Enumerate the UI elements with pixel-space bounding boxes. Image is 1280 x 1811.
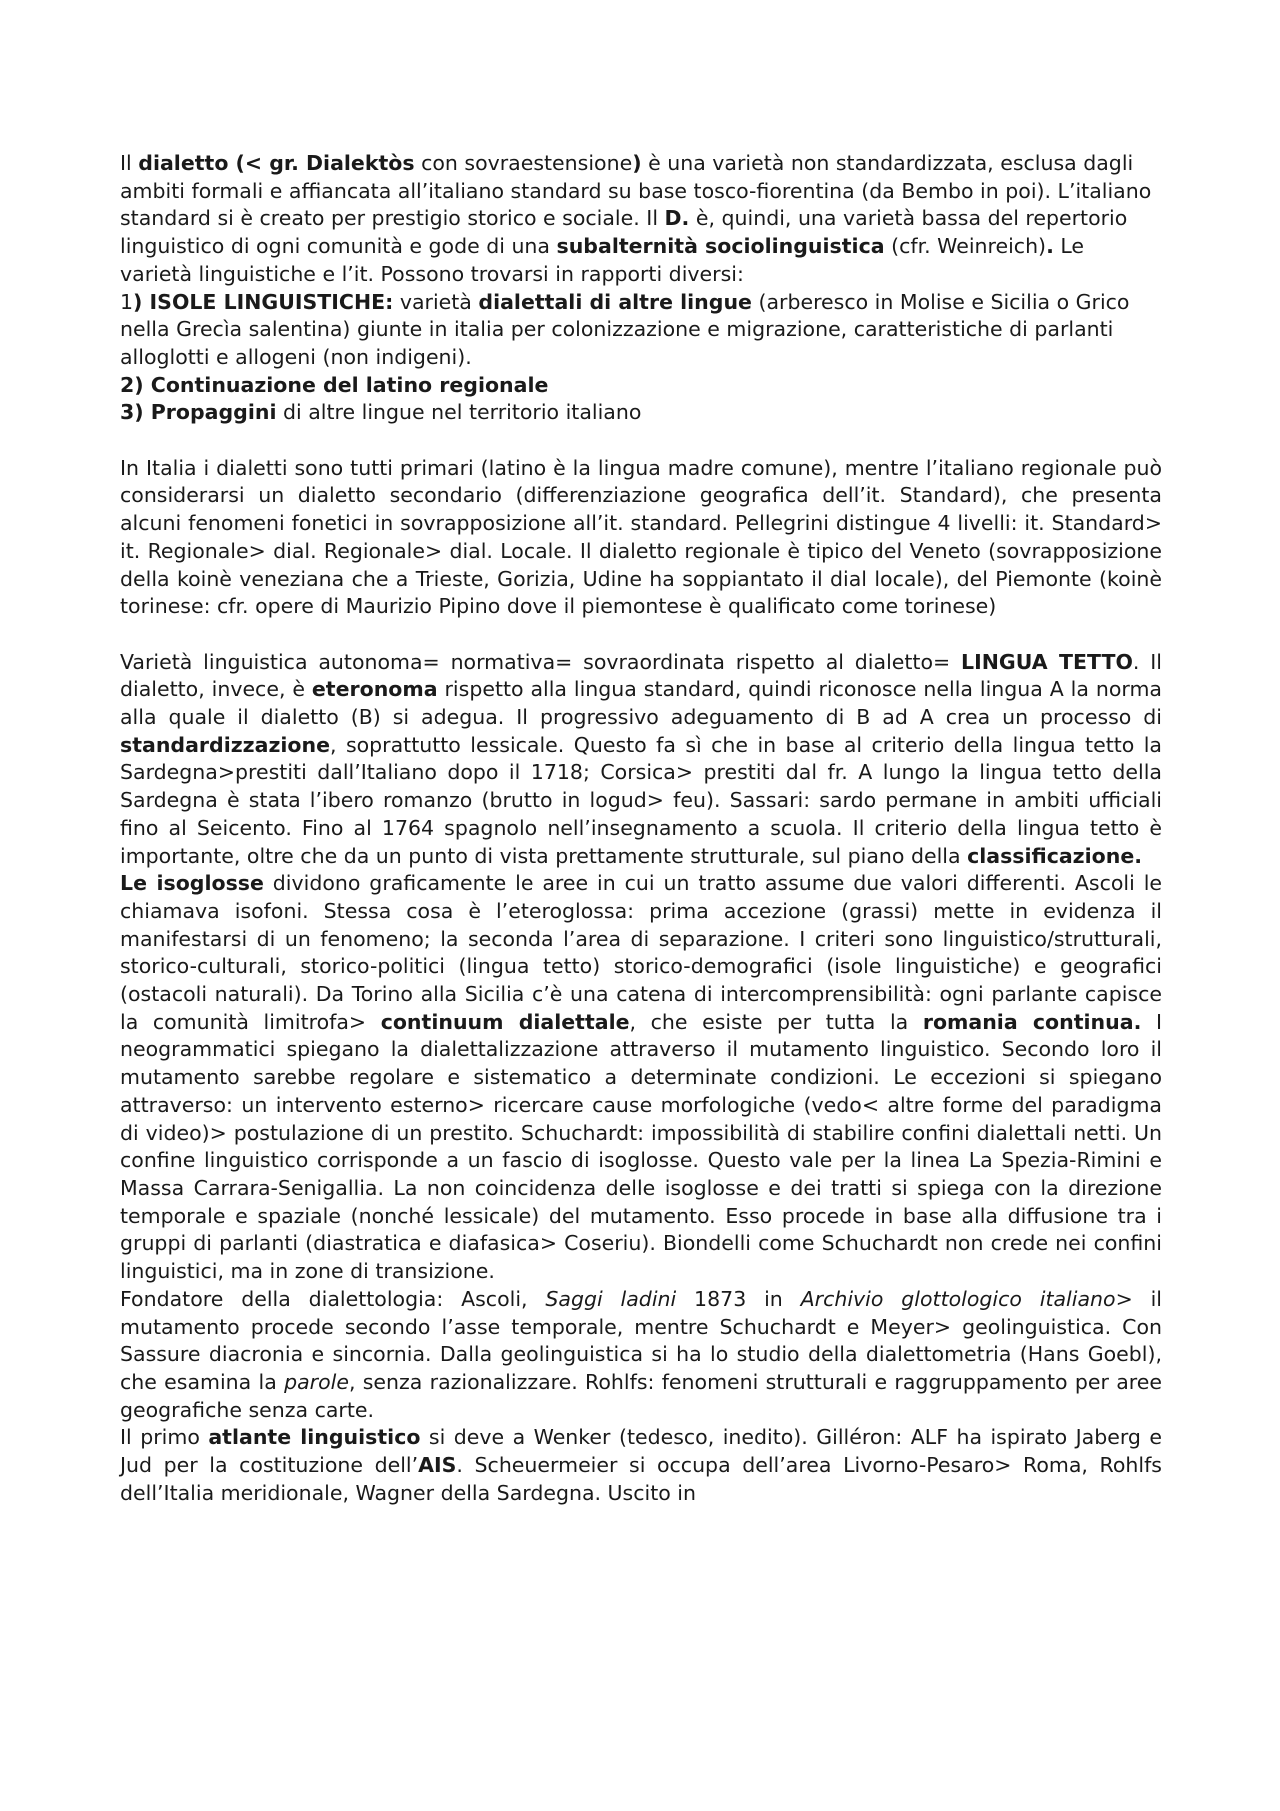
bold-term: 2) Continuazione del latino regionale (120, 372, 549, 397)
text-run: . Il dialetto, invece, è (120, 649, 1162, 702)
bold-term: classificazione. (967, 843, 1143, 868)
text-run: dividono graficamente le aree in cui un tratto assume due valori differenti. Ascoli le chiamava isofoni. Stessa cosa è l’eteroglossa: prima accezione (grassi) mette in evidenza il manifestarsi di un fenomeno; la seconda l’area di separazione. I criteri sono linguistico/strutturali, storico-culturali, storico-politici (lingua tetto) storico-demografici (isole linguistiche) e geografici (ostacoli naturali). Da Torino alla Sicilia c’è una catena di intercomprensibilità: ogni parlante capisce la comunità limitrofa> (120, 871, 1162, 1034)
text-run: varietà (393, 289, 479, 314)
bold-term: romania continua. (922, 1009, 1142, 1034)
list-item-propaggini (120, 399, 1162, 427)
text-run: . Scheuermeier si occupa dell’area Livorno-Pesaro> Roma, Rohlfs dell’Italia meridionale, Wagner della Sardegna. Uscito in (120, 1453, 1162, 1505)
bold-term: ) (632, 151, 642, 175)
italic-term: parole (284, 1369, 349, 1394)
blank-line (120, 427, 1162, 455)
list-item-isole-linguistiche (120, 289, 1162, 372)
paragraph-dialetto-definition (120, 150, 1162, 289)
text-run: rispetto alla lingua standard, quindi riconosce nella lingua A la norma alla quale il dialetto (B) si adegua. Il progressivo adeguamento di B ad A crea un processo di (120, 677, 1162, 730)
text-run: Varietà linguistica autonoma= normativa= sovraordinata rispetto al dialetto= (120, 649, 962, 674)
document-page (120, 150, 1162, 1507)
list-item-continuazione (120, 372, 1162, 400)
text-run: (arberesco in Molise e Sicilia o Grico nella Grecìa salentina) giunte in italia per colonizzazione e migrazione, caratteristiche di parlanti alloglotti e allogeni (non indigeni). (120, 289, 1130, 369)
text-run: 1 (120, 289, 134, 314)
text-run: I neogrammatici spiegano la dialettalizzazione attraverso il mutamento linguistico. Secondo loro il mutamento sarebbe regolare e sistematico a determinate condizioni. Le eccezioni si spiegano attraverso: un intervento esterno> ricercare cause morfologiche (vedo< altre forme del paradigma di video)> postulazione di un prestito. Schuchardt: impossibilità di stabilire confini dialettali netti. Un confine linguistico corrisponde a un fascio di isoglosse. Questo vale per la linea La Spezia-Rimini e Massa Carrara-Senigallia. La non coincidenza delle isoglosse e dei tratti si spiega con la direzione temporale e spaziale (nonché lessicale) del mutamento. Esso procede in base alla diffusione tra i gruppi di parlanti (diastratica e diafasica> Coseriu). Biondelli come Schuchardt non crede nei confini linguistici, ma in zone di transizione. (120, 1009, 1163, 1284)
bold-term: dialetto (< gr. Dialektòs (138, 151, 415, 175)
text-run: Il (120, 151, 139, 175)
paragraph-lingua-tetto (120, 649, 1162, 871)
bold-term: continuum dialettale (380, 1009, 630, 1034)
bold-term: dialettali di altre lingue (478, 289, 752, 314)
text-run: Fondatore della dialettologia: Ascoli, (120, 1286, 546, 1311)
text-run: , soprattutto lessicale. Questo fa sì che in base al criterio della lingua tetto la Sardegna>prestiti dall’Italiano dopo il 1718; Corsica> prestiti dal fr. A lungo la lingua tetto della Sardegna è stata l’ibero romanzo (brutto in logud> feu). Sassari: sardo permane in ambiti ufficiali fino al Seicento. Fino al 1764 spagnolo nell’insegnamento a scuola. Il criterio della lingua tetto è importante, oltre che da un punto di vista prettamente strutturale, sul piano della (120, 732, 1162, 868)
bold-term: subalternità sociolinguistica (556, 234, 885, 259)
blank-line (120, 621, 1162, 649)
text-run: 1873 in (676, 1286, 801, 1311)
bold-term: Le isoglosse (120, 871, 264, 896)
bold-term: LINGUA TETTO (961, 649, 1133, 674)
text-run: , che esiste per tutta la (629, 1009, 923, 1034)
bold-term: AIS (418, 1453, 457, 1478)
text-run: (cfr. Weinreich) (884, 234, 1047, 259)
text-run: In Italia i dialetti sono tutti primari (latino è la lingua madre comune), mentre l’italiano regionale può considerarsi un dialetto secondario (differenziazione geografica dell’it. Standard), che presenta alcuni fenomeni fonetici in sovrapposizione all’it. standard. Pellegrini distingue 4 livelli: it. Standard> it. Regionale> dial. Regionale> dial. Locale. Il dialetto regionale è tipico del Veneto (sovrapposizione della koinè veneziana che a Trieste, Gorizia, Udine ha soppiantato il dial locale), del Piemonte (koinè torinese: cfr. opere di Maurizio Pipino dove il piemontese è qualificato come torinese) (120, 455, 1162, 619)
bold-term: atlante linguistico (208, 1425, 421, 1450)
text-run: > il mutamento procede secondo l’asse temporale, mentre Schuchardt e Meyer> geolinguistica. Con Sassure diacronia e sincornia. Dalla geolinguistica si ha lo studio della dialettometria (Hans Goebl), che esamina la (120, 1286, 1162, 1394)
bold-term: eteronoma (311, 677, 438, 702)
paragraph-isoglosse (120, 870, 1162, 1286)
text-run: si deve a Wenker (tedesco, inedito). Gilléron: ALF ha ispirato Jaberg e Jud per la costituzione dell’ (120, 1425, 1162, 1478)
bold-term: standardizzazione (120, 732, 330, 757)
text-run: Le varietà linguistiche e l’it. Possono trovarsi in rapporti diversi: (120, 234, 1085, 286)
paragraph-atlante-linguistico (120, 1424, 1162, 1507)
text-run: è una varietà non standardizzata, esclusa dagli ambiti formali e affiancata all’italiano standard su base tosco-fiorentina (da Bembo in poi). L’italiano standard si è creato per prestigio storico e sociale. Il (120, 151, 1152, 231)
bold-term: . (1046, 234, 1054, 259)
italic-title: Archivio glottologico italiano (800, 1286, 1116, 1311)
paragraph-dialetti-primari (120, 455, 1162, 621)
bold-term: 3) Propaggini (120, 400, 277, 425)
text-run: , senza razionalizzare. Rohlfs: fenomeni strutturali e raggruppamento per aree geografiche senza carte. (120, 1369, 1162, 1422)
paragraph-fondatore-dialettologia (120, 1286, 1162, 1425)
text-run: con sovraestensione (414, 151, 633, 175)
bold-term: D. (664, 206, 690, 231)
italic-title: Saggi ladini (545, 1286, 677, 1311)
text-run: è, quindi, una varietà bassa del repertorio linguistico di ogni comunità e gode di una (120, 206, 1128, 259)
text-run: di altre lingue nel territorio italiano (276, 400, 642, 425)
bold-term: ) ISOLE LINGUISTICHE: (133, 289, 394, 314)
text-run: Il primo (120, 1425, 209, 1450)
